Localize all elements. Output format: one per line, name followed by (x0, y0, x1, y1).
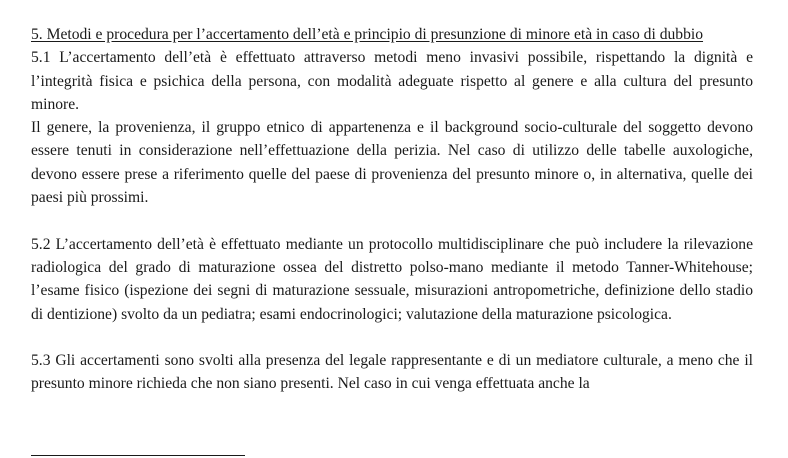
paragraph-5-3: 5.3 Gli accertamenti sono svolti alla presenza del legale rappresentante e di un mediatore culturale, a meno che il presunto minore richieda che non siano presenti. Nel caso in cui venga effettuata anche la (31, 352, 753, 393)
paragraph-5-1: 5.1 L’accertamento dell’età è effettuato attraverso metodi meno invasivi possibile, rispettando la dignità e l’integrità fisica e psichica della persona, con modalità adeguate rispetto al genere e alla cultura del presunto minore. (31, 49, 753, 113)
section-heading: 5. Metodi e procedura per l’accertamento dell’età e principio di presunzione di minore età in caso di dubbio (31, 26, 704, 43)
paragraph-5-2: 5.2 L’accertamento dell’età è effettuato mediante un protocollo multidisciplinare che può includere la rilevazione radiologica del grado di maturazione ossea del distretto polso-mano mediante il metodo Tanner-Whitehouse; l’esame fisico (ispezione dei segni di maturazione sessuale, misurazioni antropometriche, definizione dello stadio di dentizione) svolto da un pediatra; esami endocrinologici; valutazione della maturazione psicologica. (31, 235, 753, 323)
paragraph-spacer (31, 326, 753, 349)
document-page (31, 23, 753, 396)
paragraph-5-1-continued: Il genere, la provenienza, il gruppo etnico di appartenenza e il background socio-culturale del soggetto devono essere tenuti in considerazione nell’effettuazione della perizia. Nel caso di utilizzo delle tabelle auxologiche, devono essere prese a riferimento quelle del paese di provenienza del presunto minore o, in alternativa, quelle dei paesi più prossimi. (31, 119, 753, 207)
footnote-separator (31, 455, 245, 456)
paragraph-spacer (31, 209, 753, 232)
